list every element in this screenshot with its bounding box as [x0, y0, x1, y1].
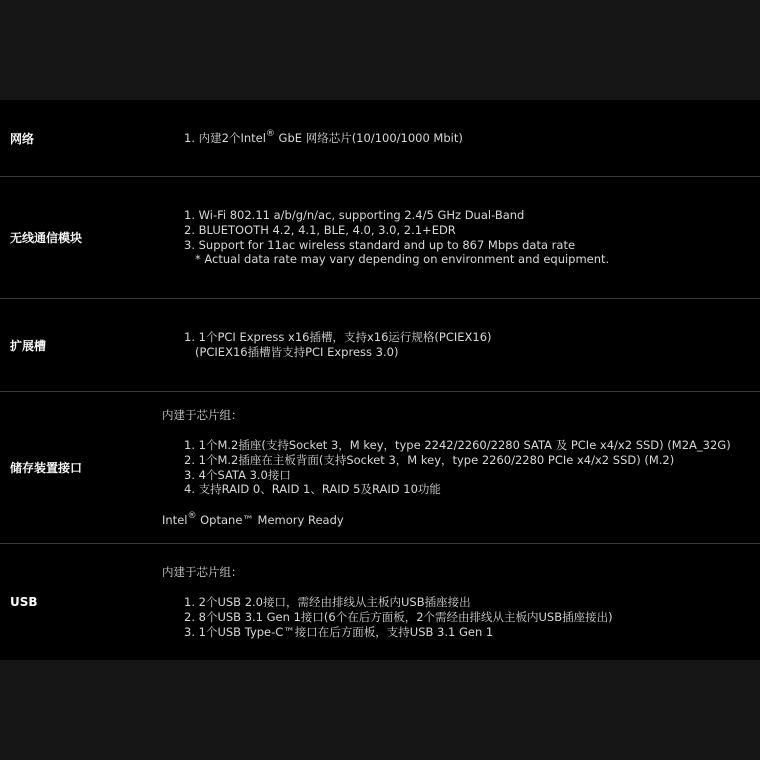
row-content: [162, 544, 756, 660]
row-content: [162, 177, 756, 298]
spec-text: Intel: [162, 512, 188, 527]
spec-text: GbE 网络芯片(10/100/1000 Mbit): [274, 130, 463, 145]
spec-line: 2. 8个USB 3.1 Gen 1接口(6个在后方面板，2个需经由排线从主板内USB插座接出): [184, 610, 613, 624]
spec-table: [0, 100, 760, 660]
spec-row-expansion: [0, 299, 760, 392]
row-content: [162, 299, 756, 391]
spec-line: 1. 1个M.2插座(支持Socket 3，M key，type 2242/2260/2280 SATA 及 PCIe x4/x2 SSD) (M2A_32G): [184, 438, 731, 453]
spec-line: 3. Support for 11ac wireless standard and up to 867 Mbps data rate: [184, 237, 576, 252]
spec-text: Optane™ Memory Ready: [196, 512, 344, 527]
row-label: 扩展槽: [10, 338, 47, 353]
spec-line: 2. BLUETOOTH 4.2, 4.1, BLE, 4.0, 3.0, 2.1+EDR: [184, 222, 456, 237]
spec-line: 3. 4个SATA 3.0接口: [184, 467, 291, 482]
spec-row-wireless: [0, 177, 760, 299]
spec-line: 2. 1个M.2插座在主板背面(支持Socket 3，M key，type 2260/2280 PCIe x4/x2 SSD) (M.2): [184, 452, 675, 467]
registered-mark: ®: [187, 510, 197, 521]
row-label: 储存装置接口: [10, 461, 83, 475]
row-content: [162, 392, 756, 543]
spec-line: 4. 支持RAID 0、RAID 1、RAID 5及RAID 10功能: [184, 482, 441, 497]
row-label: 无线通信模块: [10, 231, 83, 245]
spec-row-usb: [0, 544, 760, 660]
spec-line: 1. 1个PCI Express x16插槽，支持x16运行规格(PCIEX16): [184, 330, 492, 345]
spec-row-network: [0, 100, 760, 177]
spec-text: 1. 内建2个Intel: [184, 130, 266, 145]
spec-line: 1. 2个USB 2.0接口，需经由排线从主板内USB插座接出: [184, 595, 471, 610]
spec-row-storage: [0, 392, 760, 544]
spec-line: * Actual data rate may vary depending on environment and equipment.: [184, 252, 610, 267]
spec-line: (PCIEX16插槽皆支持PCI Express 3.0): [184, 345, 399, 359]
optane-note: [162, 510, 756, 528]
spec-line: 1. Wi-Fi 802.11 a/b/g/n/ac, supporting 2.4/5 GHz Dual-Band: [184, 208, 525, 223]
spec-line: 3. 1个USB Type-C™接口在后方面板，支持USB 3.1 Gen 1: [184, 624, 494, 639]
row-label: 网络: [10, 131, 35, 146]
section-heading: 内建于芯片组：: [162, 564, 243, 579]
row-label: USB: [10, 595, 38, 609]
spec-line: [162, 128, 756, 146]
section-heading: 内建于芯片组：: [162, 407, 243, 422]
registered-mark: ®: [265, 128, 275, 139]
row-content: [162, 100, 756, 176]
